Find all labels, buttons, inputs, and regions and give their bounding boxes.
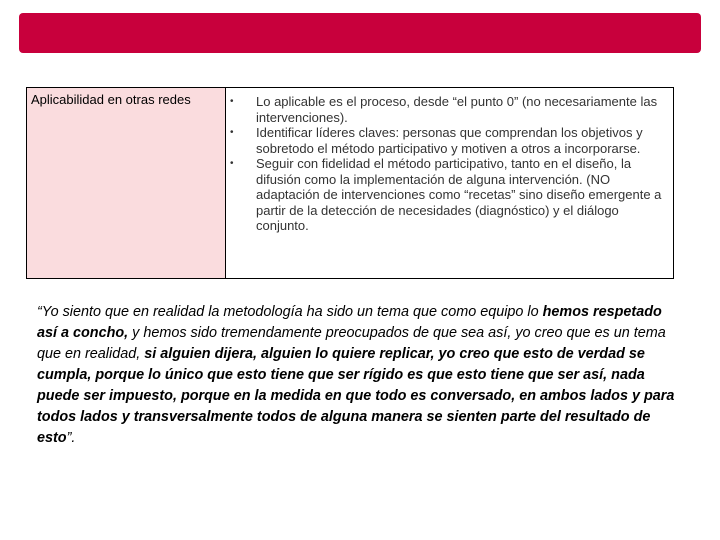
bullet-text: Identificar líderes claves: personas que comprendan los objetivos y sobretodo el método participativo y motiven a otros a incorporarse. [256, 125, 643, 156]
table-label: Aplicabilidad en otras redes [31, 92, 191, 107]
quote-text: ”. [66, 430, 76, 446]
list-item [226, 125, 665, 156]
bullet-icon: • [230, 127, 234, 138]
bullet-icon: • [230, 96, 234, 107]
table-content-cell [226, 88, 673, 278]
quote-bold-text: si alguien dijera, alguien lo quiere replicar, yo creo que esto de verdad se cumpla, porque lo único que esto tiene que ser rígido es que esto tiene que ser así, nada puede ser impuesto, porque en la medida en que todo es conversado, en ambos lados y para todos lados y transversalmente todos de alguna manera se sienten parte del resultado de esto [37, 346, 675, 446]
applicability-table [26, 87, 674, 279]
bullet-icon: • [230, 158, 234, 169]
list-item [226, 156, 665, 234]
quote-text: y hemos sido tremendamente preocupados de que sea así, yo creo que es un tema que en realidad, [37, 325, 666, 362]
list-item [226, 94, 665, 125]
bullet-text: Lo aplicable es el proceso, desde “el punto 0” (no necesariamente las intervenciones). [256, 94, 658, 125]
bullet-list [226, 94, 665, 234]
table-label-cell [27, 88, 226, 278]
title-banner [19, 13, 701, 53]
quote-bold-text: hemos respetado así a concho, [37, 304, 662, 341]
quote-text: “Yo siento que en realidad la metodología ha sido un tema que como equipo lo [37, 304, 543, 320]
interview-quote [37, 302, 677, 449]
bullet-text: Seguir con fidelidad el método participativo, tanto en el diseño, la difusión como la implementación de alguna intervención. (NO adaptación de intervenciones como “recetas” sino diseño emergente a partir de la detección de necesidades (diagnóstico) y el diálogo conjunto. [256, 156, 662, 233]
